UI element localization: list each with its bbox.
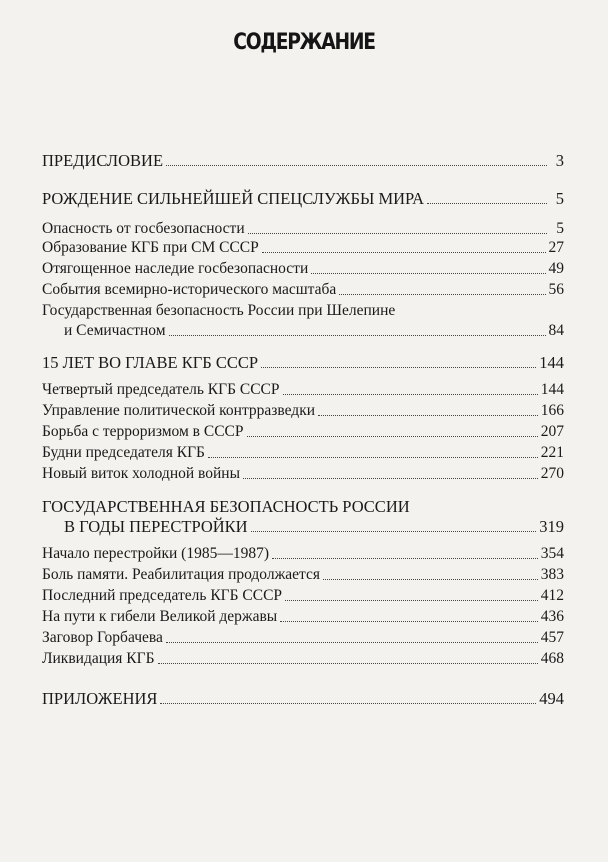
toc-page-number: 84 bbox=[548, 322, 564, 339]
toc-entry-label: События всемирно-исторического масштаба bbox=[42, 281, 337, 298]
leader-dots bbox=[158, 663, 538, 664]
toc-section bbox=[42, 354, 564, 372]
toc-page-number: 144 bbox=[539, 353, 564, 372]
toc-page-number: 457 bbox=[540, 629, 564, 646]
toc-entry bbox=[42, 650, 564, 668]
toc-page-number: 494 bbox=[539, 689, 564, 708]
toc-page-number: 207 bbox=[540, 423, 564, 440]
toc-entry-label: На пути к гибели Великой державы bbox=[42, 608, 278, 625]
toc-page-number: 270 bbox=[540, 465, 564, 482]
toc-entry-label: Начало перестройки (1985—1987) bbox=[42, 545, 269, 562]
leader-dots bbox=[311, 273, 545, 274]
toc-page-number: 468 bbox=[540, 650, 564, 667]
toc-page-number: 5 bbox=[556, 220, 564, 237]
toc-entry-label: Боль памяти. Реабилитация продолжается bbox=[42, 566, 321, 583]
leader-dots bbox=[272, 558, 538, 559]
toc-page-number: 27 bbox=[548, 239, 564, 256]
toc-entry bbox=[42, 220, 564, 238]
toc-entry bbox=[42, 260, 564, 278]
toc-page-number: 383 bbox=[540, 566, 564, 583]
toc-entry-label: Ликвидация КГБ bbox=[42, 650, 155, 667]
toc-entry bbox=[42, 381, 564, 399]
toc-entry-first-line: Государственная безопасность России при Шелепине bbox=[42, 302, 396, 319]
leader-dots bbox=[247, 436, 538, 437]
toc-entry bbox=[42, 545, 564, 563]
leader-dots bbox=[262, 252, 546, 253]
leader-dots bbox=[169, 335, 546, 336]
toc-page-number: 436 bbox=[540, 608, 564, 625]
toc-entry bbox=[42, 239, 564, 257]
toc-page-number: 5 bbox=[555, 189, 564, 208]
toc-entry-label: Заговор Горбачева bbox=[42, 629, 163, 646]
toc-entry-label: Будни председателя КГБ bbox=[42, 444, 205, 461]
toc-entry bbox=[42, 566, 564, 584]
toc-entry-label: Новый виток холодной войны bbox=[42, 465, 240, 482]
leader-dots bbox=[208, 457, 538, 458]
toc-section-label: РОЖДЕНИЕ СИЛЬНЕЙШЕЙ СПЕЦСЛУЖБЫ МИРА bbox=[42, 189, 425, 208]
toc-page-number: 221 bbox=[540, 444, 564, 461]
toc-entry bbox=[42, 322, 564, 340]
toc-entry-label: Образование КГБ при СМ СССР bbox=[42, 239, 259, 256]
toc-entry-label: Отягощенное наследие госбезопасности bbox=[42, 260, 309, 277]
toc-page-number: 144 bbox=[540, 381, 564, 398]
toc-section-first-line: ГОСУДАРСТВЕННАЯ БЕЗОПАСНОСТЬ РОССИИ bbox=[42, 497, 410, 516]
toc-entry bbox=[42, 608, 564, 626]
leader-dots bbox=[339, 294, 545, 295]
toc-section bbox=[42, 690, 564, 708]
toc-page-number: 354 bbox=[540, 545, 564, 562]
leader-dots bbox=[323, 579, 538, 580]
leader-dots bbox=[318, 415, 538, 416]
toc-entry bbox=[42, 281, 564, 299]
toc-section-label: ПРЕДИСЛОВИЕ bbox=[42, 151, 164, 170]
page-title: СОДЕРЖАНИЕ bbox=[233, 30, 375, 55]
toc-page-number: 3 bbox=[555, 151, 564, 170]
toc-entry-label: Опасность от госбезопасности bbox=[42, 220, 245, 237]
leader-dots bbox=[283, 394, 538, 395]
leader-dots bbox=[261, 367, 536, 368]
toc-entry-label: и Семичастном bbox=[64, 322, 166, 339]
toc-entry bbox=[42, 423, 564, 441]
toc-section bbox=[42, 190, 564, 208]
toc-page-number: 319 bbox=[539, 517, 564, 536]
toc-entry bbox=[42, 587, 564, 605]
leader-dots bbox=[280, 621, 538, 622]
toc-section bbox=[42, 518, 564, 536]
toc-entry bbox=[42, 402, 564, 420]
leader-dots bbox=[248, 233, 547, 234]
toc-entry bbox=[42, 444, 564, 462]
leader-dots bbox=[166, 165, 547, 166]
toc-page-number: 412 bbox=[540, 587, 564, 604]
toc-page-number: 49 bbox=[548, 260, 564, 277]
toc-section-label: 15 ЛЕТ ВО ГЛАВЕ КГБ СССР bbox=[42, 353, 259, 372]
toc-entry bbox=[42, 465, 564, 483]
toc-entry-label: Последний председатель КГБ СССР bbox=[42, 587, 283, 604]
leader-dots bbox=[427, 203, 547, 204]
toc-page-number: 56 bbox=[548, 281, 564, 298]
leader-dots bbox=[166, 642, 538, 643]
toc-section-label: В ГОДЫ ПЕРЕСТРОЙКИ bbox=[64, 517, 248, 536]
leader-dots bbox=[160, 703, 536, 704]
leader-dots bbox=[285, 600, 538, 601]
toc-entry-label: Управление политической контрразведки bbox=[42, 402, 316, 419]
toc-page-number: 166 bbox=[540, 402, 564, 419]
toc-section-label: ПРИЛОЖЕНИЯ bbox=[42, 689, 158, 708]
toc-entry-label: Четвертый председатель КГБ СССР bbox=[42, 381, 280, 398]
leader-dots bbox=[243, 478, 538, 479]
toc-section bbox=[42, 152, 564, 170]
toc-entry-label: Борьба с терроризмом в СССР bbox=[42, 423, 244, 440]
toc-entry bbox=[42, 629, 564, 647]
leader-dots bbox=[251, 531, 537, 532]
